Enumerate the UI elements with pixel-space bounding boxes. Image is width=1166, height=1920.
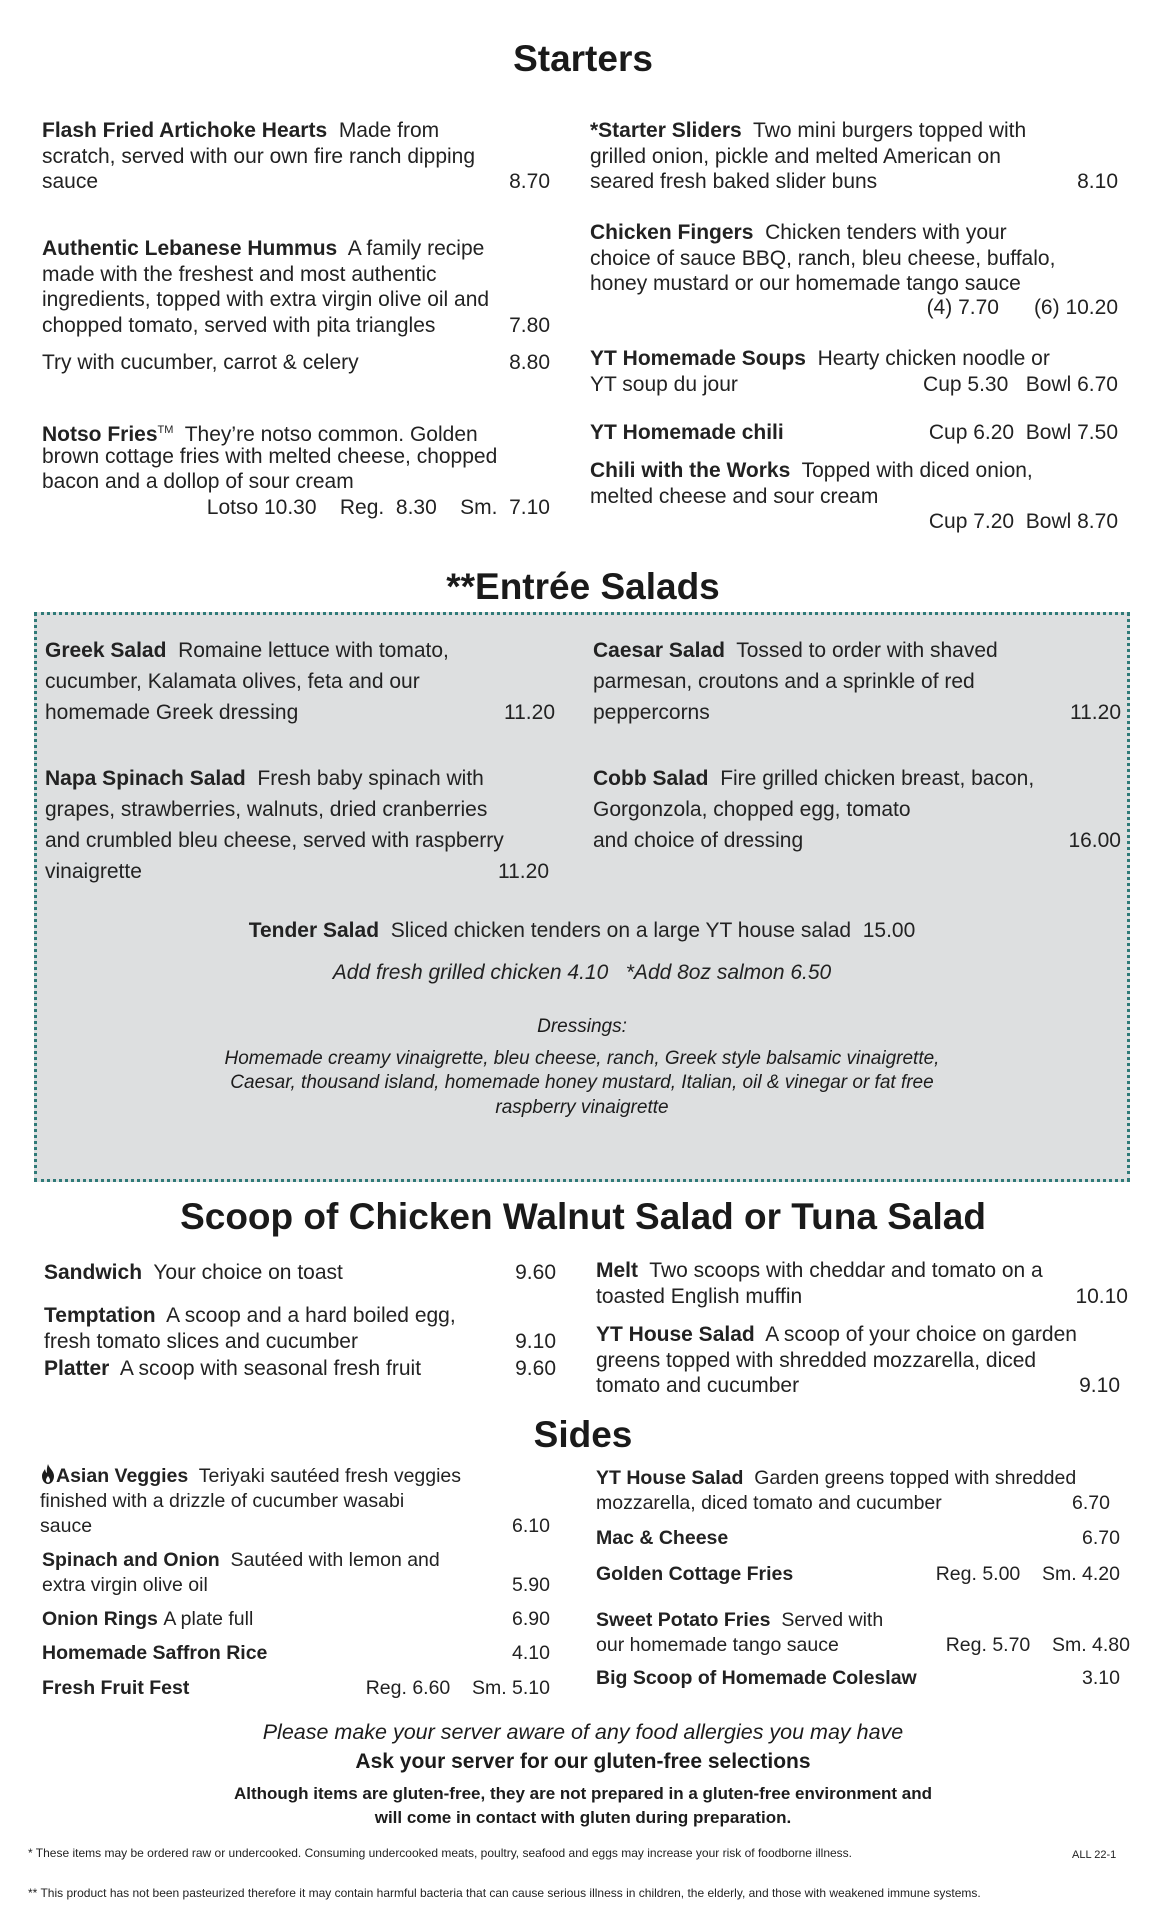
menu-item-notso-fries: Notso Fries™ They’re notso common. Golden brown cottage fries with melted cheese, chopped bacon and a dollop of sour cream Lotso 10.30 Reg. 8.30 Sm. 7.10 — [42, 423, 550, 519]
price: 9.60 — [515, 1261, 556, 1284]
price: 7.80 — [509, 313, 550, 337]
price: 8.80 — [509, 351, 550, 374]
menu-item-chili-works: Chili with the Works Topped with diced onion, melted cheese and sour cream Cup 7.20 Bowl 8.70 — [590, 459, 1118, 533]
scoop-heading: Scoop of Chicken Walnut Salad or Tuna Salad — [180, 1196, 986, 1237]
size-prices: Cup 5.30 Bowl 6.70 — [923, 372, 1118, 396]
menu-item-chili: YT Homemade chili Cup 6.20 Bowl 7.50 — [590, 421, 1118, 444]
menu-item-fruit-fest: Fresh Fruit Fest Reg. 6.60 Sm. 5.10 — [42, 1677, 550, 1699]
price: 11.20 — [504, 701, 555, 724]
menu-item-mac-cheese: Mac & Cheese 6.70 — [596, 1527, 1120, 1549]
price: 15.00 — [862, 919, 916, 942]
price: 6.90 — [512, 1608, 550, 1630]
size-prices: Reg. 5.00 Sm. 4.20 — [935, 1563, 1120, 1585]
entree-salads-panel — [34, 612, 1130, 1182]
price: 6.70 — [1072, 1492, 1110, 1514]
menu-item-spinach-onion: Spinach and Onion Sautéed with lemon and extra virgin olive oil 5.90 — [42, 1549, 550, 1596]
dressings-title: Dressings: — [537, 1016, 627, 1037]
price: 9.10 — [1079, 1374, 1120, 1397]
price: 11.20 — [498, 860, 549, 883]
price: 16.00 — [1068, 829, 1121, 852]
menu-item-cobb-salad: Cobb Salad Fire grilled chicken breast, bacon, Gorgonzola, chopped egg, tomato and choice of dressing 16.00 — [593, 763, 1121, 856]
price: 11.20 — [1070, 701, 1121, 724]
price: 3.10 — [1082, 1667, 1120, 1689]
menu-item-sliders: *Starter Sliders Two mini burgers topped with grilled onion, pickle and melted American on seared fresh baked slider buns 8.10 — [590, 119, 1118, 193]
price: 9.60 — [515, 1357, 556, 1380]
size-prices: Reg. 5.70 Sm. 4.80 — [945, 1634, 1130, 1656]
flame-icon — [40, 1464, 56, 1484]
price: 8.10 — [1077, 170, 1118, 193]
size-prices: Lotso 10.30 Reg. 8.30 Sm. 7.10 — [206, 495, 550, 519]
entree-salads-heading: **Entrée Salads — [446, 566, 720, 607]
menu-item-asian-veggies: Asian Veggies Teriyaki sautéed fresh veggies finished with a drizzle of cucumber wasabi sauce 6.10 — [40, 1465, 550, 1537]
menu-item-saffron-rice: Homemade Saffron Rice 4.10 — [42, 1642, 550, 1664]
sides-heading: Sides — [533, 1414, 633, 1455]
menu-item-napa-spinach-salad: Napa Spinach Salad Fresh baby spinach with grapes, strawberries, walnuts, dried cranberries and crumbled bleu cheese, served with raspberry vinaigrette 11.20 — [45, 763, 555, 887]
price: 8.70 — [509, 170, 550, 193]
size-prices: (4) 7.70 (6) 10.20 — [926, 295, 1118, 319]
price: 6.10 — [512, 1515, 550, 1537]
size-prices: Cup 6.20 Bowl 7.50 — [928, 421, 1118, 444]
menu-item-temptation: Temptation A scoop and a hard boiled egg, fresh tomato slices and cucumber 9.10 — [44, 1304, 556, 1353]
dressings-list: Dressings: Homemade creamy vinaigrette, bleu cheese, ranch, Greek style balsamic vinaigrette, Caesar, thousand island, homemade honey mustard, Italian, oil & vinegar or fat free raspberry vinaigrette — [37, 1015, 1127, 1120]
menu-code: ALL 22-1 — [1072, 1849, 1117, 1861]
menu-item-yt-house-salad-scoop: YT House Salad A scoop of your choice on garden greens topped with shredded mozzarella, diced tomato and cucumber 9.10 — [596, 1323, 1120, 1397]
menu-item-cottage-fries: Golden Cottage Fries Reg. 5.00 Sm. 4.20 — [596, 1563, 1120, 1585]
menu-item-yt-house-salad-side: YT House Salad Garden greens topped with shredded mozzarella, diced tomato and cucumber 6.70 — [596, 1467, 1110, 1514]
price: 4.10 — [512, 1642, 550, 1664]
menu-item-melt: Melt Two scoops with cheddar and tomato on a toasted English muffin 10.10 — [596, 1259, 1128, 1308]
menu-item-caesar-salad: Caesar Salad Tossed to order with shaved parmesan, croutons and a sprinkle of red peppercorns 11.20 — [593, 635, 1121, 728]
price: 9.10 — [515, 1329, 556, 1353]
menu-item-onion-rings: Onion Rings A plate full 6.90 — [42, 1608, 550, 1630]
menu-item-sandwich: Sandwich Your choice on toast 9.60 — [44, 1261, 556, 1284]
allergy-notice: Please make your server aware of any food allergies you may have — [262, 1720, 904, 1744]
starters-heading: Starters — [513, 38, 653, 79]
gluten-disclaimer: Although items are gluten-free, they are not prepared in a gluten-free environment and will come in contact with gluten during preparation. — [233, 1784, 933, 1827]
menu-item-soups: YT Homemade Soups Hearty chicken noodle or YT soup du jour Cup 5.30 Bowl 6.70 — [590, 347, 1118, 396]
raw-food-disclaimer: * These items may be ordered raw or undercooked. Consuming undercooked meats, poultry, seafood and eggs may increase your risk of foodborne illness. — [28, 1846, 852, 1860]
gluten-free-notice: Ask your server for our gluten-free selections — [355, 1750, 811, 1773]
menu-item-hummus: Authentic Lebanese Hummus A family recipe made with the freshest and most authentic ingredients, topped with extra virgin olive oil and chopped tomato, served with pita triangles 7.80 Try with cucumber, carrot & celery 8.80 — [42, 237, 550, 374]
menu-item-sweet-potato-fries: Sweet Potato Fries Served with our homemade tango sauce Reg. 5.70 Sm. 4.80 — [596, 1609, 1130, 1656]
price: 6.70 — [1082, 1527, 1120, 1549]
size-prices: Reg. 6.60 Sm. 5.10 — [365, 1677, 550, 1699]
menu-item-coleslaw: Big Scoop of Homemade Coleslaw 3.10 — [596, 1667, 1120, 1689]
price: 10.10 — [1075, 1284, 1128, 1308]
price: 5.90 — [512, 1574, 550, 1596]
size-prices: Cup 7.20 Bowl 8.70 — [928, 510, 1118, 533]
menu-item-greek-salad: Greek Salad Romaine lettuce with tomato, cucumber, Kalamata olives, feta and our homemade Greek dressing 11.20 — [45, 635, 555, 728]
menu-item-chicken-fingers: Chicken Fingers Chicken tenders with your choice of sauce BBQ, ranch, bleu cheese, buffalo, honey mustard or our homemade tango sauce (4) 7.70 (6) 10.20 — [590, 221, 1118, 319]
menu-item-platter: Platter A scoop with seasonal fresh fruit 9.60 — [44, 1357, 556, 1380]
menu-item-tender-salad: Tender Salad Sliced chicken tenders on a large YT house salad 15.00 — [248, 919, 916, 942]
menu-item-artichoke: Flash Fried Artichoke Hearts Made from scratch, served with our own fire ranch dipping sauce 8.70 — [42, 119, 550, 193]
salad-addons: Add fresh grilled chicken 4.10 *Add 8oz salmon 6.50 — [332, 961, 832, 984]
pasteurized-disclaimer: ** This product has not been pasteurized therefore it may contain harmful bacteria that can cause serious illness in children, the elderly, and those with weakened immune systems. — [28, 1886, 981, 1900]
